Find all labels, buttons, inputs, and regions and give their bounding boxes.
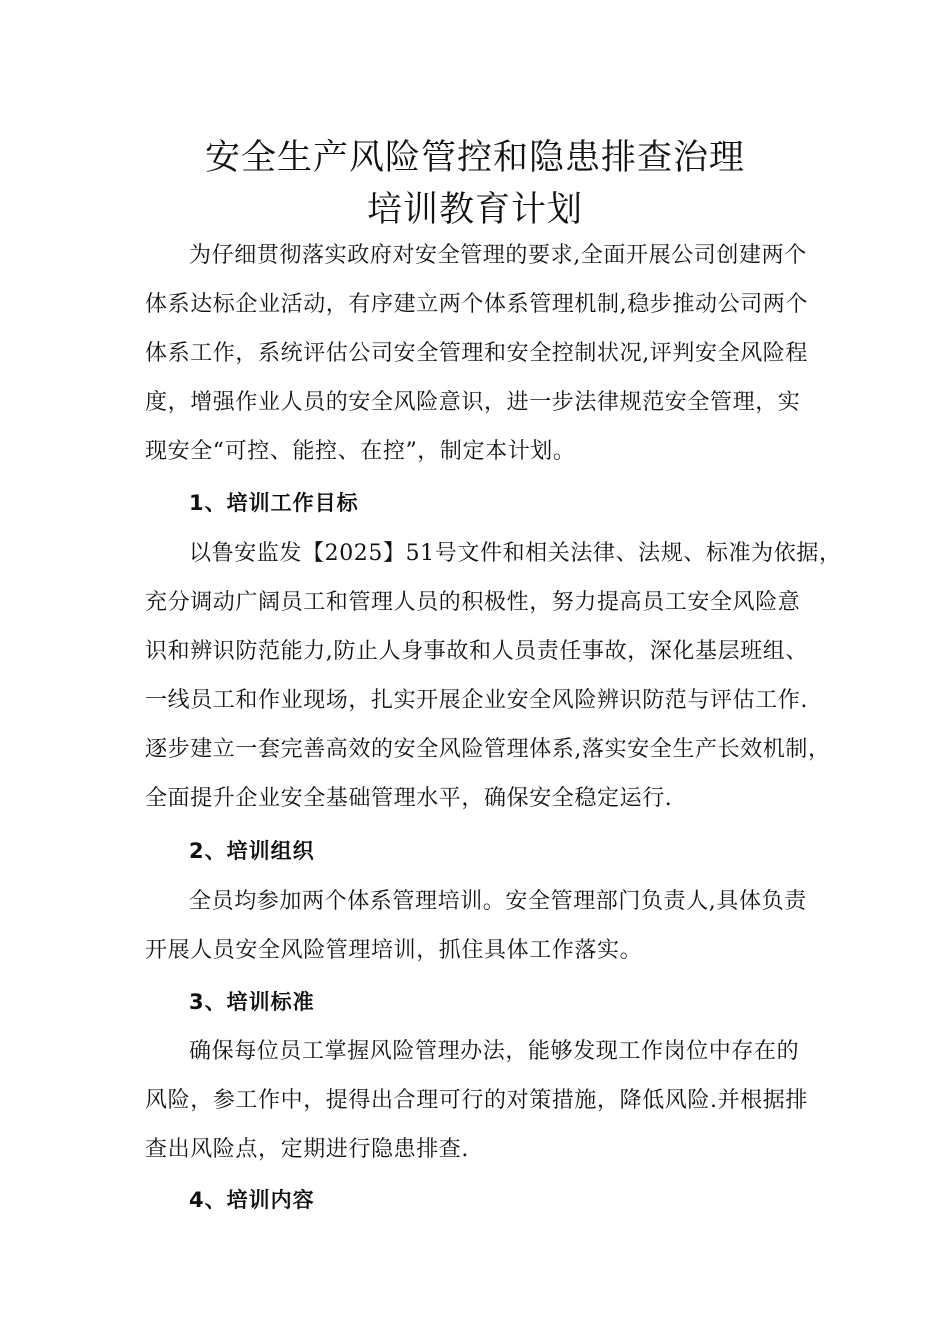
section-1-line-2: 充分调动广阔员工和管理人员的积极性，努力提高员工安全风险意	[145, 590, 801, 615]
section-1-line-3: 识和辨识防范能力,防止人身事故和人员责任事故，深化基层班组、	[145, 639, 808, 664]
intro-line-4: 度，增强作业人员的安全风险意识，进一步法律规范安全管理，实	[145, 390, 801, 415]
section-4-heading: 4、培训内容	[189, 1188, 315, 1212]
section-1-line-5: 逐步建立一套完善高效的安全风险管理体系,落实安全生产长效机制，	[145, 737, 831, 762]
section-3-line-1: 确保每位员工掌握风险管理办法，能够发现工作岗位中存在的	[189, 1039, 800, 1064]
document-title-line-1: 安全生产风险管控和隐患排查治理	[204, 138, 745, 178]
section-2-heading: 2、培训组织	[189, 839, 315, 863]
section-1-line-6: 全面提升企业安全基础管理水平，确保安全稳定运行.	[145, 786, 673, 811]
section-3-line-3: 查出风险点，定期进行隐患排查.	[145, 1137, 469, 1162]
section-2-line-1: 全员均参加两个体系管理培训。安全管理部门负责人,具体负责	[189, 889, 807, 914]
intro-line-5: 现安全“可控、能控、在控”，制定本计划。	[145, 439, 576, 464]
section-1-line-1: 以鲁安监发【2025】51号文件和相关法律、法规、标准为依据，	[189, 541, 842, 566]
intro-line-1: 为仔细贯彻落实政府对安全管理的要求,全面开展公司创建两个	[189, 243, 807, 268]
section-1-heading: 1、培训工作目标	[189, 491, 359, 515]
intro-line-2: 体系达标企业活动，有序建立两个体系管理机制,稳步推动公司两个	[145, 292, 808, 317]
section-2-line-2: 开展人员安全风险管理培训，抓住具体工作落实。	[145, 938, 643, 963]
document-title-line-2: 培训教育计划	[366, 190, 583, 230]
intro-line-3: 体系工作，系统评估公司安全管理和安全控制状况,评判安全风险程	[145, 341, 808, 366]
section-3-heading: 3、培训标准	[189, 990, 315, 1014]
section-1-line-4: 一线员工和作业现场，扎实开展企业安全风险辨识防范与评估工作.	[145, 688, 808, 713]
section-3-line-2: 风险，参工作中，提得出合理可行的对策措施，降低风险.并根据排	[145, 1088, 808, 1113]
